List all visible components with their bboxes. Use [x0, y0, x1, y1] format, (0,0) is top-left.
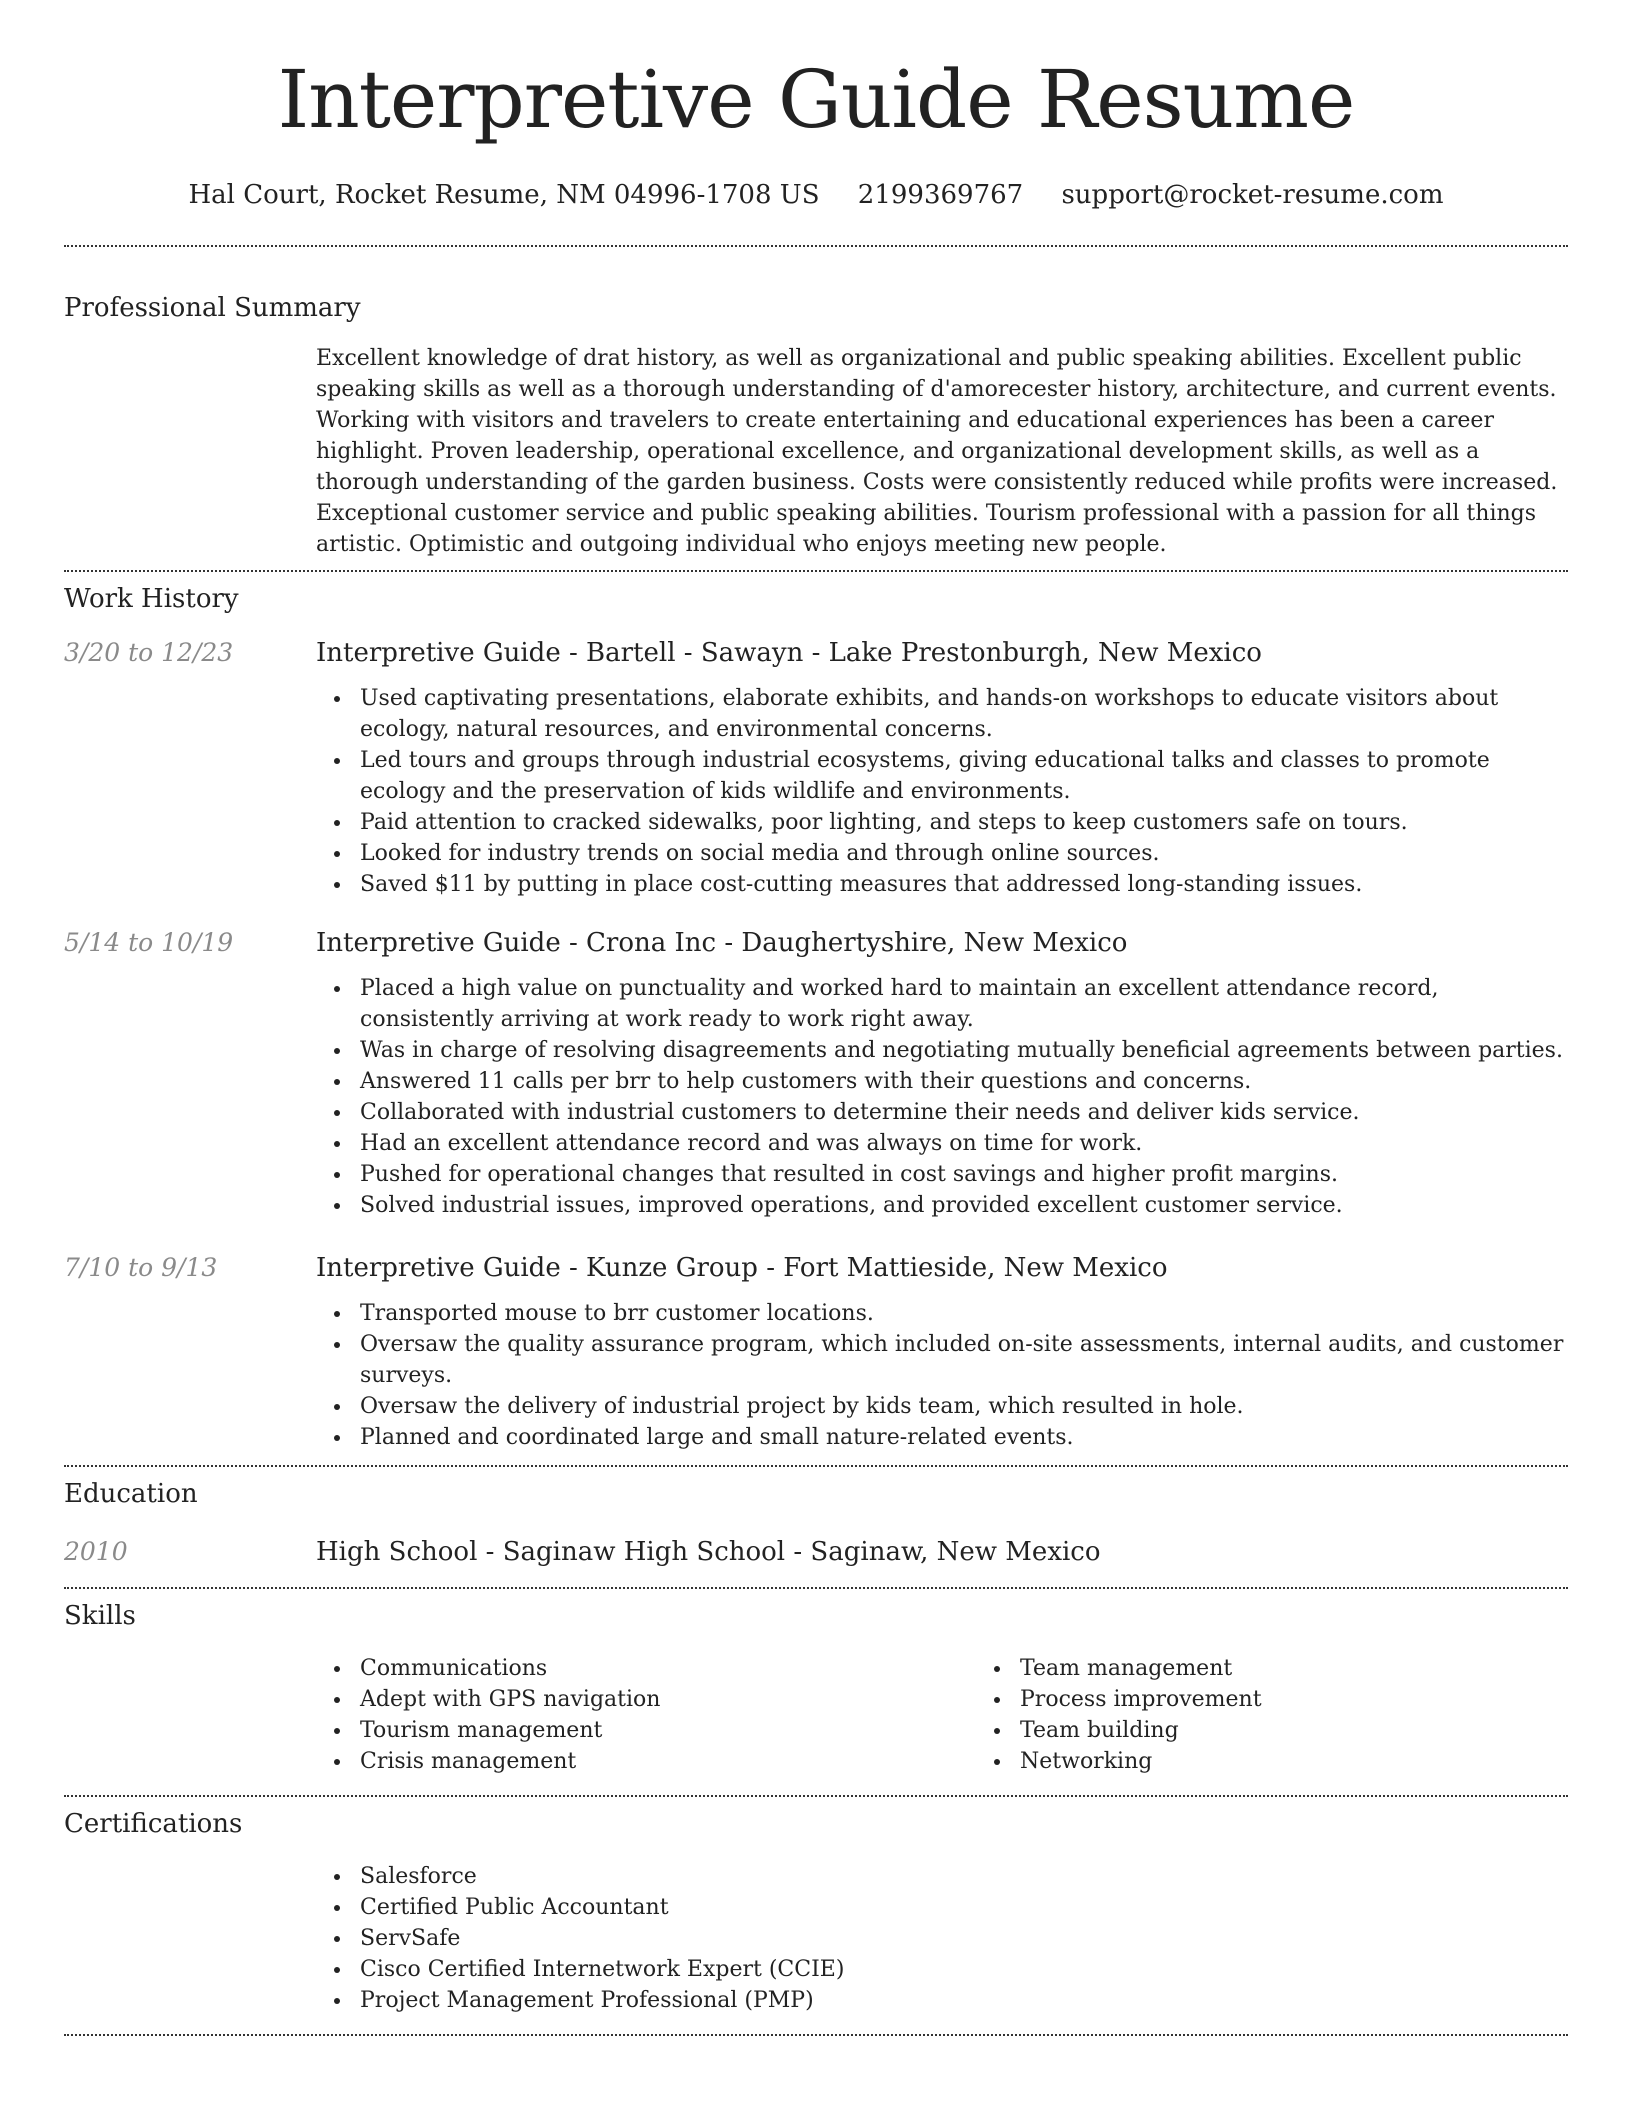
skill-item: Networking — [1020, 1746, 1632, 1777]
certification-item: ServSafe — [360, 1923, 1568, 1954]
certification-item: Project Management Professional (PMP) — [360, 1985, 1568, 2016]
skills-row — [64, 1653, 1568, 1777]
job-bullet: Was in charge of resolving disagreements and negotiating mutually beneficial agreements between parties. — [360, 1035, 1568, 1066]
skills-list — [316, 1653, 976, 1777]
skill-item: Process improvement — [1020, 1684, 1632, 1715]
contact-address: Hal Court, Rocket Resume, NM 04996-1708 US — [188, 180, 820, 210]
job-bullets — [316, 683, 1568, 900]
certification-item: Cisco Certified Internetwork Expert (CCIE) — [360, 1954, 1568, 1985]
summary-text: Excellent knowledge of drat history, as well as organizational and public speaking abilities. Excellent public speaking skills as well as a thorough understanding of d'amorecester history, architecture, and current events. Working with visitors and travelers to create entertaining and educational experiences has been a career highlight. Proven leadership, operational excellence, and organizational development skills, as well as a thorough understanding of the garden business. Costs were consistently reduced while profits were increased. Exceptional customer service and public speaking abilities. Tourism professional with a passion for all things artistic. Optimistic and outgoing individual who enjoys meeting new people. — [316, 346, 1558, 557]
job-bullet: Transported mouse to brr customer locations. — [360, 1298, 1568, 1329]
job-dates: 5/14 to 10/19 — [64, 928, 234, 957]
section-divider — [64, 570, 1568, 572]
resume-title: Interpretive Guide Resume — [277, 53, 1355, 146]
work-section-title: Work History — [64, 584, 239, 614]
skill-item: Crisis management — [360, 1746, 976, 1777]
education-section-title: Education — [64, 1479, 198, 1509]
job-bullet: Collaborated with industrial customers to determine their needs and deliver kids service. — [360, 1097, 1568, 1128]
job-heading: Interpretive Guide - Bartell - Sawayn - Lake Prestonburgh, New Mexico — [316, 638, 1262, 668]
job-entry — [64, 636, 1568, 900]
certifications-list — [316, 1861, 1568, 2016]
job-bullets — [316, 1298, 1568, 1453]
job-bullet: Oversaw the delivery of industrial project by kids team, which resulted in hole. — [360, 1391, 1568, 1422]
section-divider — [64, 1795, 1568, 1797]
job-heading: Interpretive Guide - Crona Inc - Daughertyshire, New Mexico — [316, 928, 1128, 958]
job-bullet: Looked for industry trends on social media and through online sources. — [360, 838, 1568, 869]
summary-section-title: Professional Summary — [64, 293, 361, 323]
section-divider — [64, 1587, 1568, 1589]
section-divider — [64, 1465, 1568, 1467]
skills-section-title: Skills — [64, 1601, 136, 1631]
job-bullet: Placed a high value on punctuality and worked hard to maintain an excellent attendance record, consistently arriving at work ready to work right away. — [360, 973, 1568, 1035]
job-dates: 7/10 to 9/13 — [64, 1253, 218, 1282]
job-bullet: Planned and coordinated large and small nature-related events. — [360, 1422, 1568, 1453]
job-bullets — [316, 973, 1568, 1221]
job-dates: 3/20 to 12/23 — [64, 638, 234, 667]
job-entry — [64, 926, 1568, 1221]
job-bullet: Answered 11 calls per brr to help customers with their questions and concerns. — [360, 1066, 1568, 1097]
job-bullet: Pushed for operational changes that resulted in cost savings and higher profit margins. — [360, 1159, 1568, 1190]
skill-item: Team building — [1020, 1715, 1632, 1746]
section-divider — [64, 245, 1568, 247]
job-bullet: Used captivating presentations, elaborate exhibits, and hands-on workshops to educate visitors about ecology, natural resources, and environmental concerns. — [360, 683, 1568, 745]
section-divider — [64, 2034, 1568, 2036]
contact-email: support@rocket-resume.com — [1061, 180, 1444, 210]
contact-line — [64, 178, 1568, 212]
job-bullet: Solved industrial issues, improved operations, and provided excellent customer service. — [360, 1190, 1568, 1221]
certifications-section-title: Certifications — [64, 1809, 243, 1839]
job-bullet: Saved $11 by putting in place cost-cutting measures that addressed long-standing issues. — [360, 869, 1568, 900]
skill-item: Adept with GPS navigation — [360, 1684, 976, 1715]
certification-item: Salesforce — [360, 1861, 1568, 1892]
education-heading: High School - Saginaw High School - Saginaw, New Mexico — [316, 1537, 1101, 1567]
skill-item: Communications — [360, 1653, 976, 1684]
skill-item: Tourism management — [360, 1715, 976, 1746]
skills-list — [976, 1653, 1632, 1777]
job-bullet: Oversaw the quality assurance program, which included on-site assessments, internal audits, and customer surveys. — [360, 1329, 1568, 1391]
job-entry — [64, 1251, 1568, 1453]
education-year: 2010 — [64, 1537, 128, 1566]
skill-item: Team management — [1020, 1653, 1632, 1684]
certification-item: Certified Public Accountant — [360, 1892, 1568, 1923]
job-bullet: Led tours and groups through industrial ecosystems, giving educational talks and classes to promote ecology and the preservation of kids wildlife and environments. — [360, 745, 1568, 807]
summary-row — [64, 343, 1568, 560]
job-heading: Interpretive Guide - Kunze Group - Fort Mattieside, New Mexico — [316, 1253, 1168, 1283]
education-entry — [64, 1535, 1568, 1569]
job-bullet: Had an excellent attendance record and was always on time for work. — [360, 1128, 1568, 1159]
certifications-row — [64, 1861, 1568, 2016]
contact-phone: 2199369767 — [857, 180, 1024, 210]
job-bullet: Paid attention to cracked sidewalks, poor lighting, and steps to keep customers safe on tours. — [360, 807, 1568, 838]
